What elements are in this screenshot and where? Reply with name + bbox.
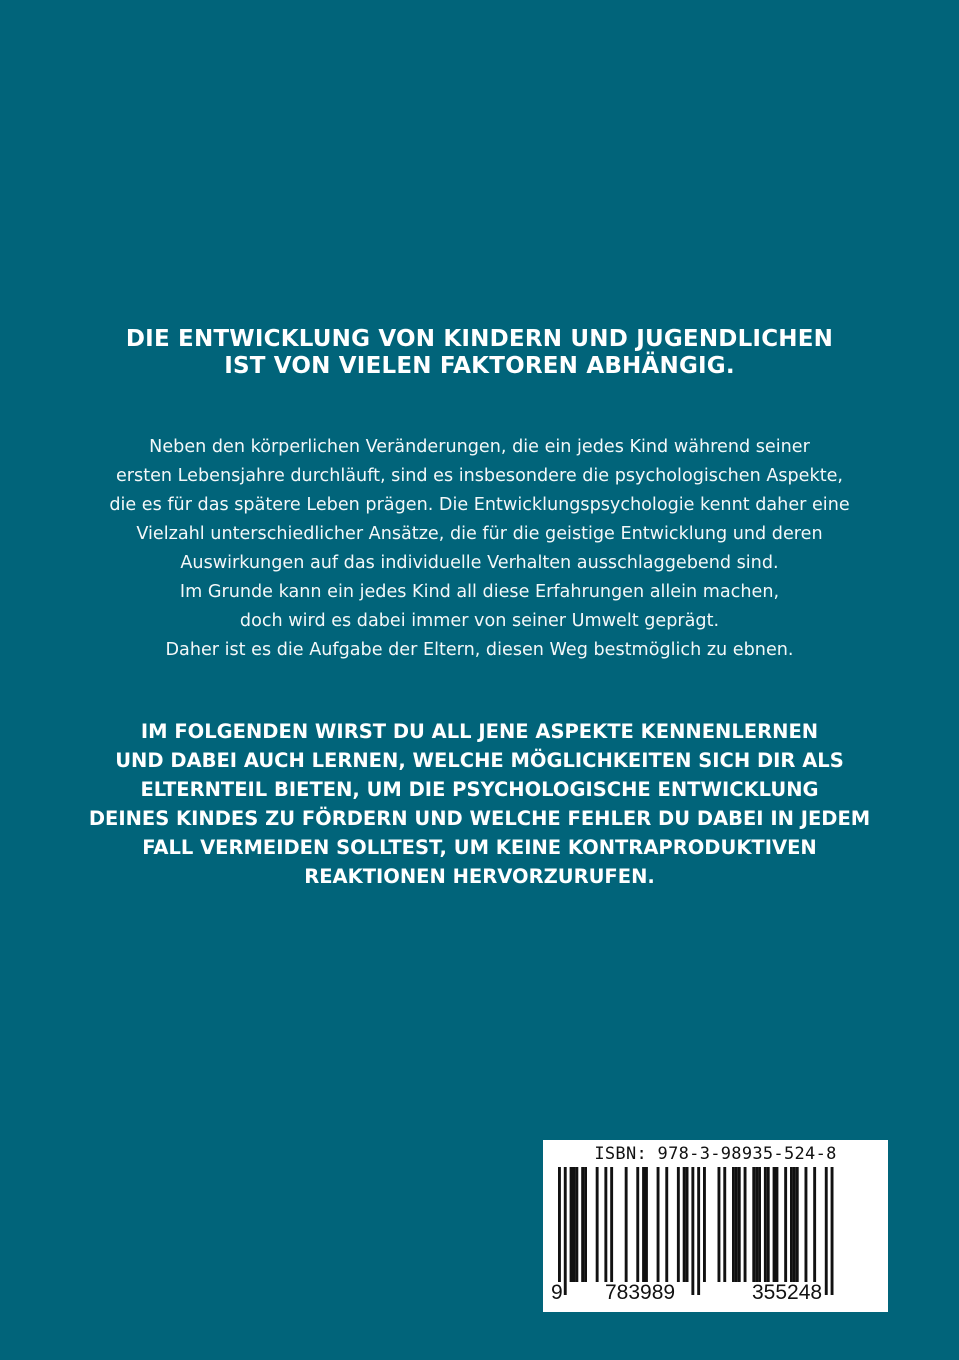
- emphasis-paragraph: [40, 717, 919, 891]
- emphasis-line: ELTERNTEIL BIETEN, UM DIE PSYCHOLOGISCHE ENTWICKLUNG: [140, 778, 819, 801]
- headline-line-1: DIE ENTWICKLUNG VON KINDERN UND JUGENDLICHEN: [125, 326, 834, 352]
- barcode-bar: [744, 1167, 747, 1282]
- barcode-bar: [773, 1167, 776, 1282]
- barcode-digits-left: 783989: [605, 1281, 676, 1304]
- barcode-bar: [604, 1167, 607, 1282]
- barcode-bar: [813, 1167, 816, 1282]
- description-line: doch wird es dabei immer von seiner Umwelt geprägt.: [239, 611, 720, 631]
- barcode-bar: [752, 1167, 755, 1282]
- description-line: Im Grunde kann ein jedes Kind all diese Erfahrungen allein machen,: [179, 582, 780, 602]
- isbn-label: ISBN: 978-3-98935-524-8: [594, 1144, 837, 1164]
- barcode-bar: [718, 1167, 721, 1282]
- barcode-bar: [584, 1167, 587, 1282]
- barcode-bar: [642, 1167, 645, 1282]
- description-line: ersten Lebensjahre durchläuft, sind es insbesondere die psychologischen Aspekte,: [115, 466, 844, 486]
- barcode-bar: [573, 1167, 576, 1282]
- barcode-bar: [764, 1167, 767, 1282]
- barcode-digits-right: 355248: [752, 1281, 823, 1304]
- barcode-bar: [625, 1167, 628, 1282]
- description-line: Daher ist es die Aufgabe der Eltern, diesen Weg bestmöglich zu ebnen.: [165, 640, 794, 660]
- barcode-bar: [738, 1167, 741, 1282]
- barcode-bar: [596, 1167, 599, 1282]
- description-paragraph: [40, 433, 919, 665]
- emphasis-line: DEINES KINDES ZU FÖRDERN UND WELCHE FEHLER DU DABEI IN JEDEM: [88, 807, 871, 830]
- barcode-bar: [636, 1167, 639, 1282]
- barcode-bar: [831, 1167, 834, 1295]
- isbn-barcode: [543, 1140, 888, 1312]
- emphasis-line: FALL VERMEIDEN SOLLTEST, UM KEINE KONTRAPRODUKTIVEN: [142, 836, 817, 859]
- barcode-bar: [784, 1167, 787, 1282]
- barcode-bar: [683, 1167, 686, 1282]
- barcode-digit-first: 9: [551, 1281, 563, 1304]
- barcode-bar: [732, 1167, 735, 1282]
- barcode-bar: [767, 1167, 770, 1282]
- barcode-bar: [570, 1167, 573, 1282]
- barcode-bar: [610, 1167, 613, 1282]
- headline-line-2: IST VON VIELEN FAKTOREN ABHÄNGIG.: [224, 353, 735, 379]
- barcode-bar: [796, 1167, 799, 1282]
- barcode-bar: [735, 1167, 738, 1282]
- barcode-bar: [703, 1167, 706, 1282]
- barcode-bar: [825, 1167, 828, 1295]
- emphasis-line: IM FOLGENDEN WIRST DU ALL JENE ASPEKTE KENNENLERNEN: [140, 720, 819, 743]
- barcode-bar: [575, 1167, 578, 1282]
- barcode-bar: [665, 1167, 668, 1282]
- barcode-bar: [657, 1167, 660, 1282]
- barcode-bar: [697, 1167, 700, 1295]
- barcode-bar: [564, 1167, 567, 1295]
- barcode-bar: [645, 1167, 648, 1282]
- barcode-bar: [805, 1167, 808, 1282]
- barcode-bar: [755, 1167, 758, 1282]
- barcode-bar: [686, 1167, 689, 1282]
- emphasis-line: REAKTIONEN HERVORZURUFEN.: [304, 865, 655, 888]
- description-line: Neben den körperlichen Veränderungen, die ein jedes Kind während seiner: [149, 437, 810, 457]
- barcode-bar: [758, 1167, 761, 1282]
- barcode-bar: [790, 1167, 793, 1282]
- barcode-bar: [677, 1167, 680, 1282]
- barcode-bar: [723, 1167, 726, 1282]
- description-line: die es für das spätere Leben prägen. Die Entwicklungspsychologie kennt daher eine: [109, 495, 850, 515]
- emphasis-line: UND DABEI AUCH LERNEN, WELCHE MÖGLICHKEITEN SICH DIR ALS: [115, 749, 844, 772]
- description-line: Vielzahl unterschiedlicher Ansätze, die für die geistige Entwicklung und deren: [136, 524, 823, 544]
- barcode-bar: [558, 1167, 561, 1295]
- barcode-bar: [691, 1167, 694, 1295]
- headline: [60, 326, 899, 380]
- barcode-bars: [543, 1140, 888, 1312]
- description-line: Auswirkungen auf das individuelle Verhalten ausschlaggebend sind.: [180, 553, 779, 573]
- barcode-bar: [776, 1167, 779, 1282]
- barcode-bar: [581, 1167, 584, 1282]
- barcode-bar: [793, 1167, 796, 1282]
